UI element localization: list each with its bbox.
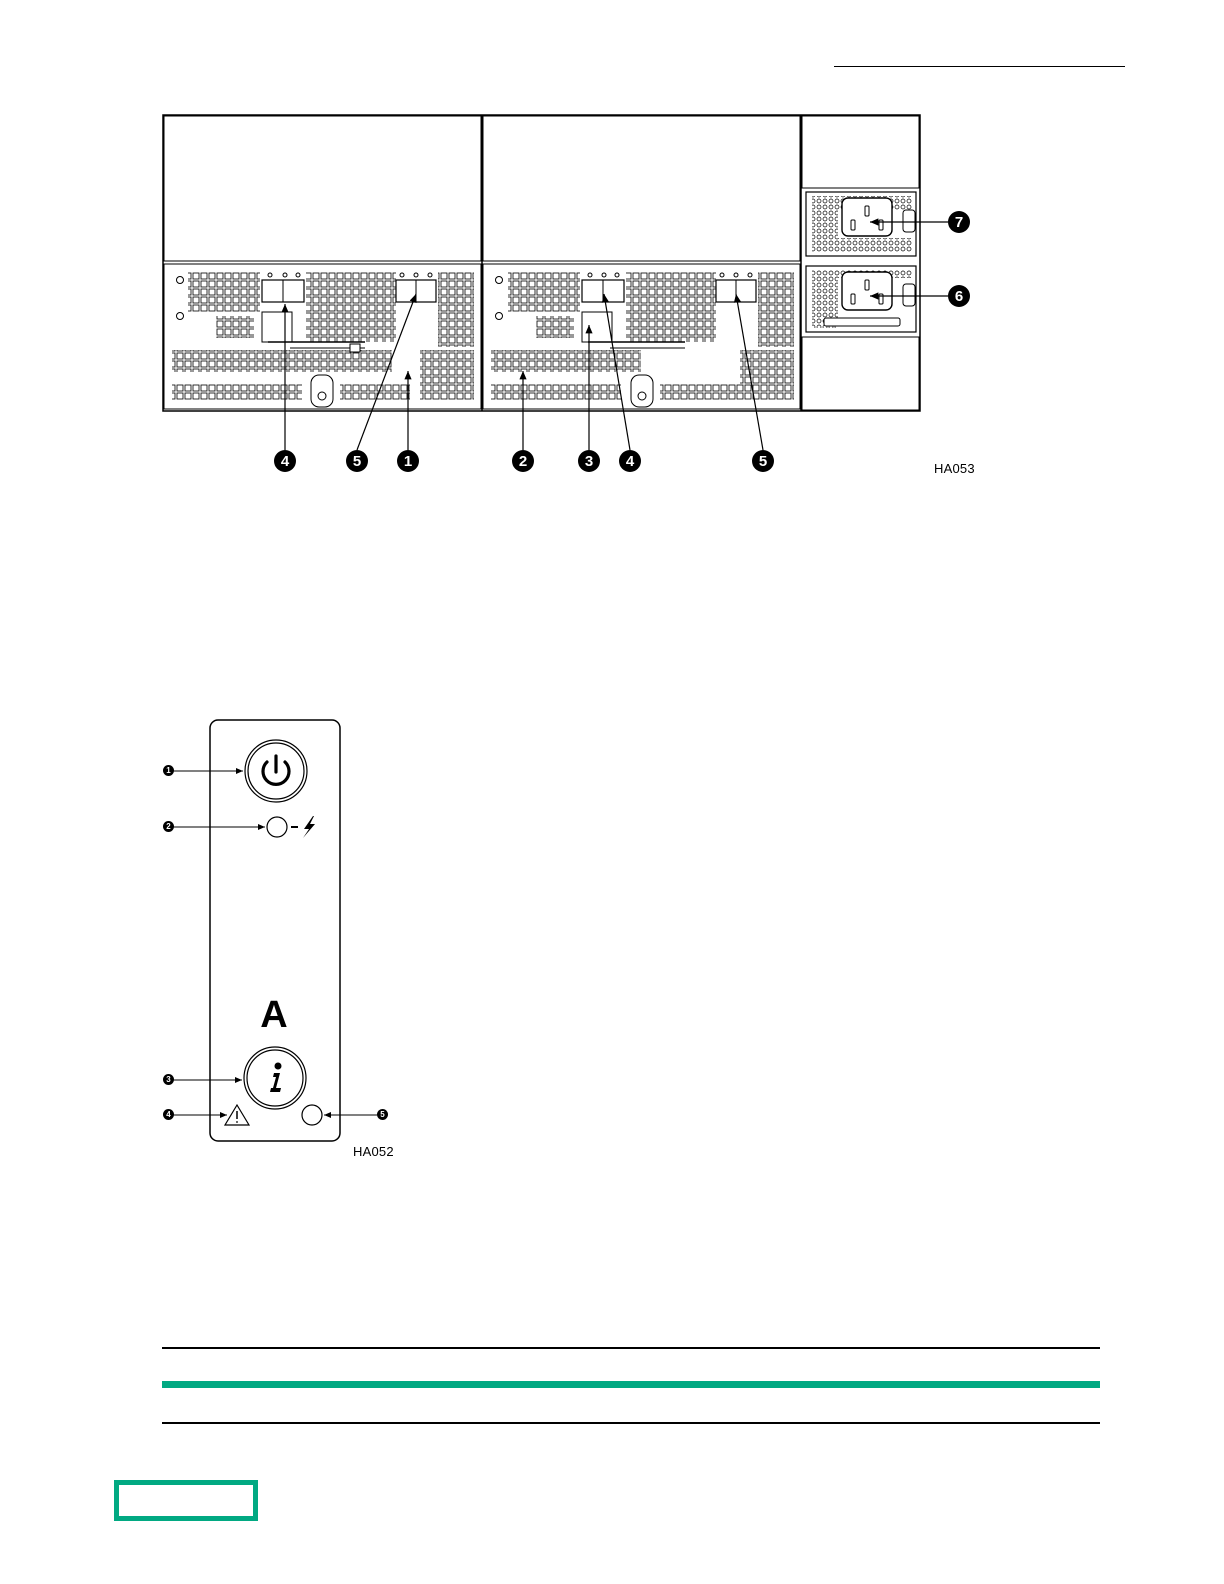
info-icon — [244, 1047, 306, 1109]
callout-3: 3 — [578, 450, 600, 472]
table-bottom-rule — [162, 1422, 1100, 1424]
front-callout-4: 4 — [163, 1109, 174, 1120]
front-callout-3: 3 — [163, 1074, 174, 1085]
rear-panel-figure — [0, 0, 1224, 500]
controller-module-a — [164, 264, 481, 409]
table-header-band — [162, 1381, 1100, 1388]
front-panel-drawing — [0, 700, 600, 1180]
front-callout-2: 2 — [163, 821, 174, 832]
brand-logo — [114, 1480, 258, 1521]
front-panel-figure — [0, 700, 600, 1180]
callout-5-right: 5 — [752, 450, 774, 472]
controller-letter: A — [260, 994, 288, 1036]
power-supply-top — [806, 192, 916, 256]
callout-7: 7 — [948, 211, 970, 233]
figure-id: HA053 — [934, 461, 975, 476]
front-figure-id: HA052 — [353, 1144, 394, 1159]
power-icon — [245, 740, 307, 802]
front-callout-1: 1 — [163, 765, 174, 776]
power-led — [267, 817, 287, 837]
callout-1: 1 — [397, 450, 419, 472]
callout-4-right: 4 — [619, 450, 641, 472]
callout-2: 2 — [512, 450, 534, 472]
rear-panel-drawing — [0, 0, 1224, 500]
table-top-rule — [162, 1347, 1100, 1349]
front-callout-5: 5 — [377, 1109, 388, 1120]
callout-5-left: 5 — [346, 450, 368, 472]
status-led — [302, 1105, 322, 1125]
callout-6: 6 — [948, 285, 970, 307]
callout-4-left: 4 — [274, 450, 296, 472]
power-supply-bottom — [806, 266, 916, 332]
